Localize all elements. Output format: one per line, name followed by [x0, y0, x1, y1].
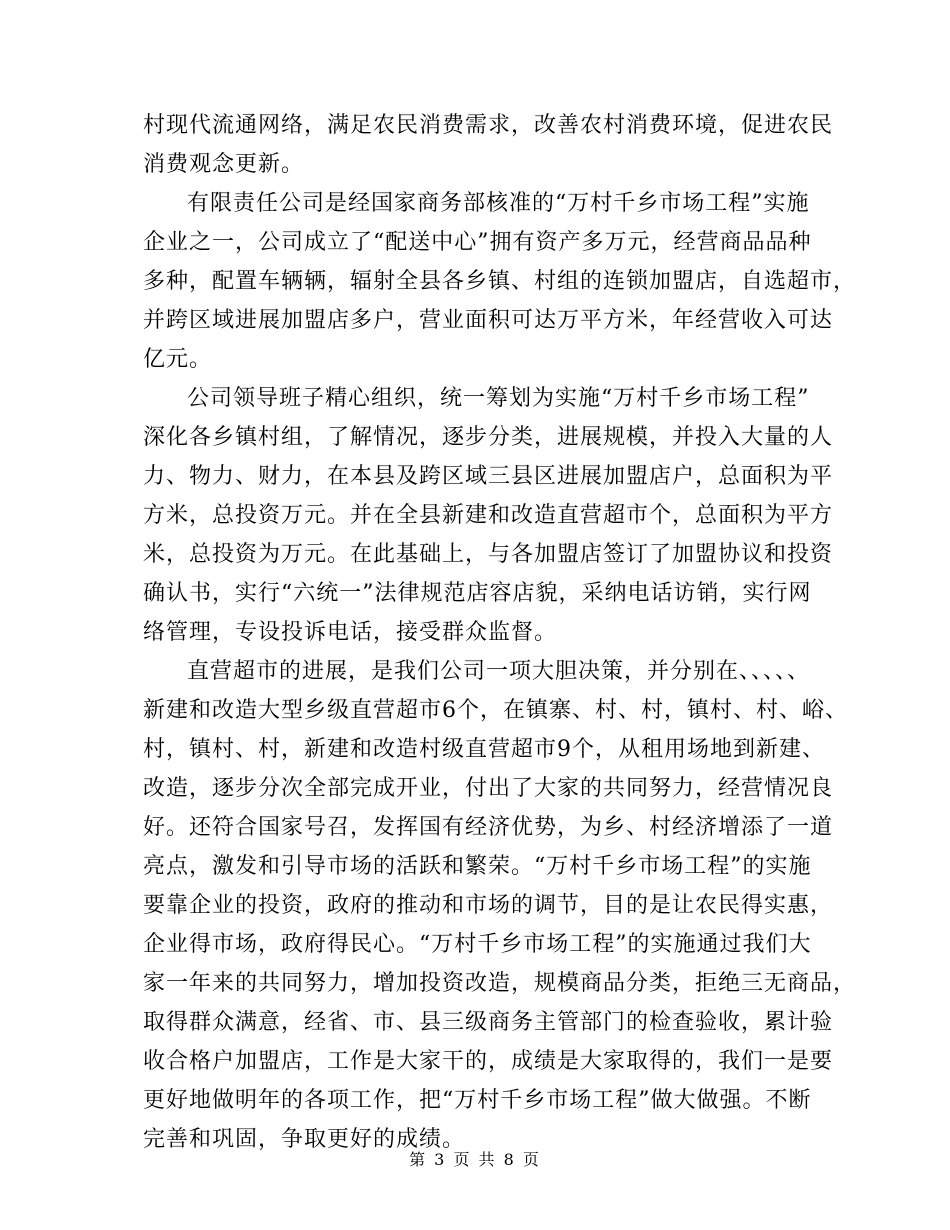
text-line: 要靠企业的投资，政府的推动和市场的调节，目的是让农民得实惠， — [143, 893, 834, 918]
text-line: 村，镇村、村，新建和改造村级直营超市9个，从租用场地到新建、 — [143, 737, 825, 762]
text-line: 深化各乡镇村组，了解情况，逐步分类，进展规模，并投入大量的人 — [143, 425, 834, 450]
text-line: 消费观念更新。 — [143, 152, 305, 177]
text-line: 家一年来的共同努力，增加投资改造，规模商品分类，拒绝三无商品， — [143, 971, 857, 996]
text-line: 企业得市场，政府得民心。“万村千乡市场工程”的实施通过我们大 — [143, 932, 812, 957]
text-line: 力、物力、财力，在本县及跨区域三县区进展加盟店户，总面积为平 — [143, 464, 834, 489]
text-line: 确认书，实行“六统一”法律规范店容店貌，采纳电话访销，实行网 — [143, 581, 812, 606]
text-line: 收合格户加盟店，工作是大家干的，成绩是大家取得的，我们一是要 — [143, 1049, 834, 1074]
text-line: 络管理，专设投诉电话，接受群众监督。 — [143, 620, 558, 645]
text-line: 米，总投资为万元。在此基础上，与各加盟店签订了加盟协议和投资 — [143, 542, 834, 567]
text-line: 有限责任公司是经国家商务部核准的“万村千乡市场工程”实施 — [187, 191, 810, 216]
text-line: 村现代流通网络，满足农民消费需求，改善农村消费环境，促进农民 — [143, 113, 834, 138]
text-line: 更好地做明年的各项工作，把“万村千乡市场工程”做大做强。不断 — [143, 1088, 812, 1113]
text-line: 亮点，激发和引导市场的活跃和繁荣。“万村千乡市场工程”的实施 — [143, 854, 812, 879]
text-line: 企业之一，公司成立了“配送中心”拥有资产多万元，经营商品品种 — [143, 230, 812, 255]
text-line: 多种，配置车辆辆，辐射全县各乡镇、村组的连锁加盟店，自选超市， — [143, 269, 857, 294]
text-line: 方米，总投资万元。并在全县新建和改造直营超市个，总面积为平方 — [143, 503, 834, 528]
text-line: 并跨区域进展加盟店多户，营业面积可达万平方米，年经营收入可达 — [143, 308, 834, 333]
body-text — [143, 106, 857, 1159]
text-line: 亿元。 — [143, 347, 213, 372]
text-line: 直营超市的进展，是我们公司一项大胆决策，并分别在、、、、、 — [187, 659, 811, 684]
text-line: 取得群众满意，经省、市、县三级商务主管部门的检查验收，累计验 — [143, 1010, 834, 1035]
text-line: 好。还符合国家号召，发挥国有经济优势，为乡、村经济增添了一道 — [143, 815, 834, 840]
text-line: 改造，逐步分次全部完成开业，付出了大家的共同努力，经营情况良 — [143, 776, 834, 801]
page-number-footer: 第 3 页 共 8 页 — [409, 1150, 541, 1169]
text-line: 完善和巩固，争取更好的成绩。 — [143, 1127, 466, 1152]
text-line: 新建和改造大型乡级直营超市6个，在镇寨、村、村，镇村、村、峪、 — [143, 698, 848, 723]
text-line: 公司领导班子精心组织，统一筹划为实施“万村千乡市场工程” — [187, 386, 810, 411]
